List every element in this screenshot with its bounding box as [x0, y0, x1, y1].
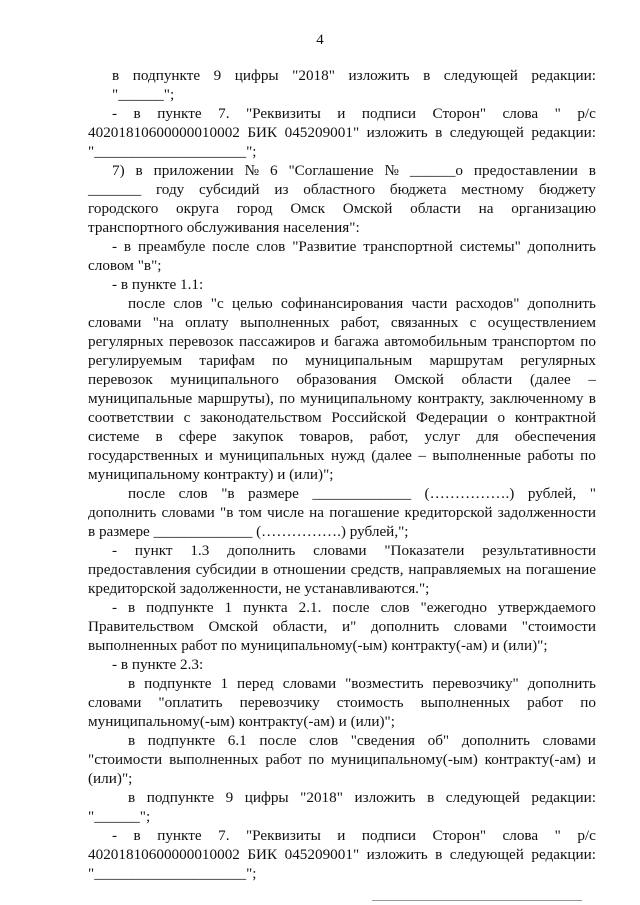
text-line: - в пункте 2.3: — [112, 656, 204, 673]
text-line: словами "на оплату выполненных работ, связанных с осуществлением — [88, 314, 596, 331]
text-line: (или)"; — [88, 770, 133, 787]
text-line: - в пункте 7. "Реквизиты и подписи Сторон" слова " р/с — [112, 827, 596, 844]
text-line: словом "в"; — [88, 257, 162, 274]
text-line: - в преамбуле после слов "Развитие транспортной системы" дополнить — [112, 238, 596, 255]
text-line: муниципальному контракту) и (или)"; — [88, 466, 334, 483]
text-line: регулярных перевозок пассажиров и багажа автомобильным транспортом по — [88, 333, 596, 350]
text-line: системе в сфере закупок товаров, работ, услуг для обеспечения — [88, 428, 596, 445]
text-line: "стоимости выполненных работ по муниципальному(-ым) контракту(-ам) и — [88, 751, 596, 768]
text-line: - пункт 1.3 дополнить словами "Показатели результативности — [112, 542, 596, 559]
text-line: в подпункте 9 цифры "2018" изложить в следующей редакции: — [128, 789, 596, 806]
text-line: государственных и муниципальных нужд (далее – выполненные работы по — [88, 447, 596, 464]
text-line: _______ году субсидий из областного бюджета местному бюджету — [88, 181, 596, 198]
text-line: "____________________"; — [88, 865, 257, 882]
footer-rule — [372, 900, 582, 901]
text-line: после слов "с целью софинансирования части расходов" дополнить — [128, 295, 596, 312]
text-line: "______"; — [112, 86, 175, 103]
text-line: перевозок муниципального образования Омской области (далее – — [88, 371, 596, 388]
text-line: 7) в приложении № 6 "Соглашение № ______о предоставлении в — [112, 162, 596, 179]
text-line: после слов "в размере _____________ (…………….) рублей, " — [128, 485, 596, 502]
text-line: регулируемым тарифам по муниципальным маршрутам регулярных — [88, 352, 596, 369]
text-line: - в подпункте 1 пункта 2.1. после слов "ежегодно утверждаемого — [112, 599, 596, 616]
text-line: городского округа город Омск Омской области на организацию — [88, 200, 596, 217]
text-line: кредиторской задолженности, не устанавливаются."; — [88, 580, 430, 597]
text-line: в подпункте 6.1 после слов "сведения об" дополнить словами — [128, 732, 596, 749]
text-line: в подпункте 9 цифры "2018" изложить в следующей редакции: — [112, 67, 596, 84]
text-line: в размере _____________ (…………….) рублей,"; — [88, 523, 409, 540]
text-line: Правительством Омской области, и" дополнить словами "стоимости — [88, 618, 596, 635]
text-line: "____________________"; — [88, 143, 257, 160]
text-line: предоставления субсидии в отношении средств, направляемых на погашение — [88, 561, 596, 578]
page-number: 4 — [316, 32, 324, 48]
text-line: соответствии с законодательством Российской Федерации о контрактной — [88, 409, 596, 426]
text-line: словами "оплатить перевозчику стоимость выполненных работ по — [88, 694, 596, 711]
text-line: "______"; — [88, 808, 151, 825]
text-line: муниципальному(-ым) контракту(-ам) и (или)"; — [88, 713, 395, 730]
text-line: транспортного обслуживания населения": — [88, 219, 360, 236]
text-line: дополнить словами "в том числе на погашение кредиторской задолженности — [88, 504, 596, 521]
text-line: - в пункте 7. "Реквизиты и подписи Сторон" слова " р/с — [112, 105, 596, 122]
text-line: 40201810600000010002 БИК 045209001" изложить в следующей редакции: — [88, 846, 596, 863]
text-line: в подпункте 1 перед словами "возместить перевозчику" дополнить — [128, 675, 596, 692]
text-line: муниципальные маршруты), по муниципальному контракту, заключенному в — [88, 390, 596, 407]
text-line: выполненных работ по муниципальному(-ым) контракту(-ам) и (или)"; — [88, 637, 548, 654]
text-line: 40201810600000010002 БИК 045209001" изложить в следующей редакции: — [88, 124, 596, 141]
text-line: - в пункте 1.1: — [112, 276, 204, 293]
